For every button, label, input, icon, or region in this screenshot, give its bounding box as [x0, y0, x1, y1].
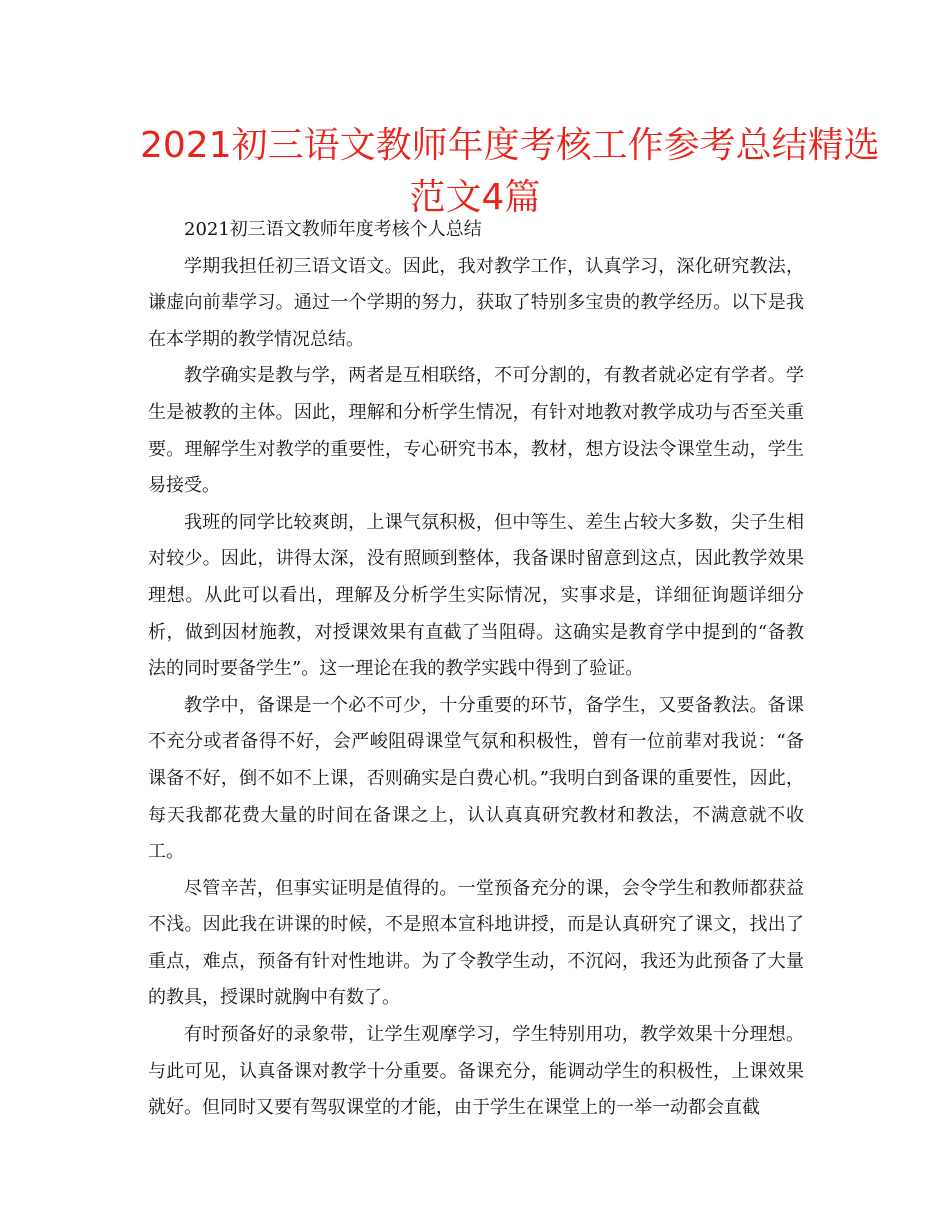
document-title: [140, 120, 880, 224]
title-line-2: 范文4篇: [409, 177, 541, 218]
paragraph-2: 教学确实是教与学，两者是互相联络，不可分割的，有教者就必定有学者。学生是被教的主体。因此，理解和分析学生情况，有针对地教对教学成功与否至关重要。理解学生对教学的重要性，专心研究书本，教材，想方设法令课堂生动，学生易接受。: [148, 365, 804, 497]
document-subtitle: 2021初三语文教师年度考核个人总结: [184, 219, 482, 240]
paragraph-1: 学期我担任初三语文语文。因此，我对教学工作，认真学习，深化研究教法，谦虚向前辈学习。通过一个学期的努力，获取了特别多宝贵的教学经历。以下是我在本学期的教学情况总结。: [148, 255, 804, 350]
paragraph-4: 教学中，备课是一个必不可少，十分重要的环节，备学生，又要备教法。备课不充分或者备得不好，会严峻阻碍课堂气氛和积极性，曾有一位前辈对我说：“备课备不好，倒不如不上课，否则确实是白费心机。”我明白到备课的重要性，因此，每天我都花费大量的时间在备课之上，认认真真研究教材和教法，不满意就不收工。: [148, 694, 804, 863]
paragraph-6: 有时预备好的录象带，让学生观摩学习，学生特别用功，教学效果十分理想。与此可见，认真备课对教学十分重要。备课充分，能调动学生的积极性，上课效果就好。但同时又要有驾驭课堂的才能，由于学生在课堂上的一举一动都会直截: [148, 1024, 804, 1119]
document-body: [148, 212, 804, 1127]
paragraph-5: 尽管辛苦，但事实证明是值得的。一堂预备充分的课，会令学生和教师都获益不浅。因此我在讲课的时候，不是照本宣科地讲授，而是认真研究了课文，找出了重点，难点，预备有针对性地讲。为了令教学生动，不沉闷，我还为此预备了大量的教具，授课时就胸中有数了。: [148, 877, 804, 1009]
paragraph-3: 我班的同学比较爽朗，上课气氛积极，但中等生、差生占较大多数，尖子生相对较少。因此，讲得太深，没有照顾到整体，我备课时留意到这点，因此教学效果理想。从此可以看出，理解及分析学生实际情况，实事求是，详细征询题详细分析，做到因材施教，对授课效果有直截了当阻碍。这确实是教育学中提到的“备教法的同时要备学生”。这一理论在我的教学实践中得到了验证。: [148, 511, 804, 680]
title-line-1: 2021初三语文教师年度考核工作参考总结精选: [140, 125, 880, 166]
